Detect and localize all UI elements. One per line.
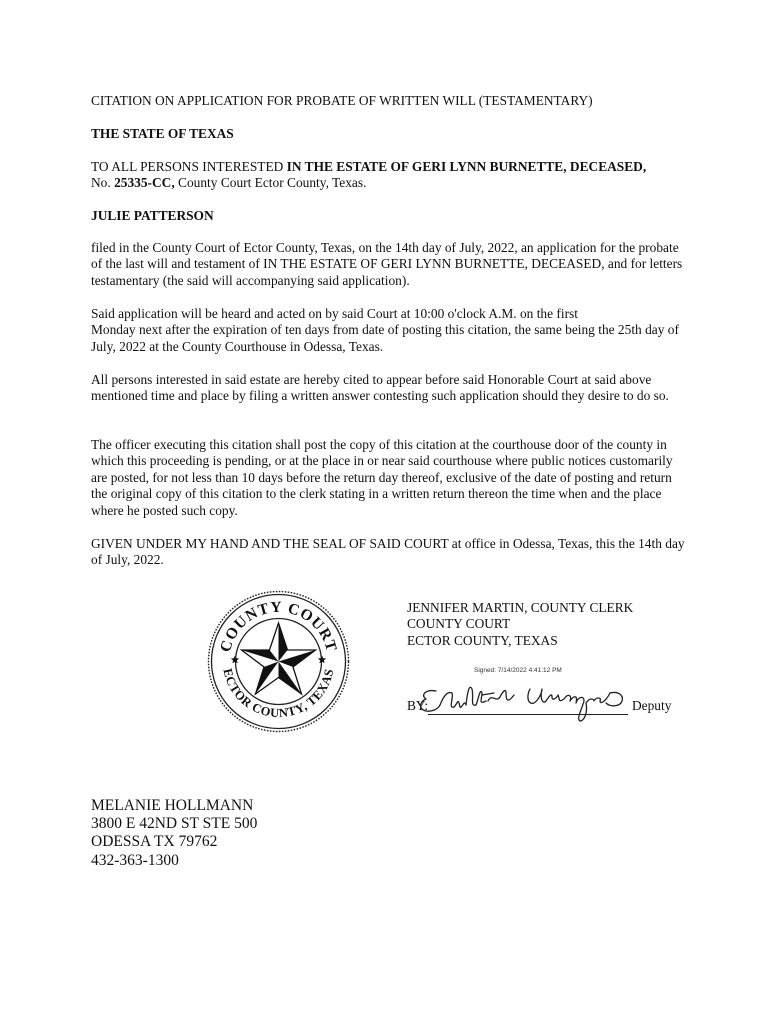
clerk-block	[407, 600, 633, 649]
applicant-name: JULIE PATTERSON	[91, 208, 214, 223]
return-address-city: ODESSA TX 79762	[91, 833, 218, 851]
document-heading: CITATION ON APPLICATION FOR PROBATE OF WRITTEN WILL (TESTAMENTARY)	[91, 93, 593, 108]
texas-star-icon	[242, 623, 316, 694]
handwritten-signature	[418, 683, 633, 725]
by-label: BY:	[407, 698, 429, 713]
given-under-hand-paragraph: GIVEN UNDER MY HAND AND THE SEAL OF SAID COURT at office in Odessa, Texas, this the 14th day of July, 2022.	[91, 536, 685, 568]
deputy-label: Deputy	[632, 698, 672, 713]
return-address-name: MELANIE HOLLMANN	[91, 797, 254, 814]
clerk-court: COUNTY COURT	[407, 616, 511, 632]
officer-instructions-paragraph: The officer executing this citation shall post the copy of this citation at the courthouse door of the county in which this proceeding is pending, or at the place in or near said courthouse where public notices customarily are posted, for not less than 10 days before the return day thereof, exclusive of the date of posting and return the original copy of this citation to the clerk stating in a written return thereon the time when and the place where he posted such copy.	[91, 437, 673, 518]
return-address	[91, 797, 257, 870]
seal-bottom-text: ECTOR COUNTY, TEXAS	[220, 667, 337, 721]
court-suffix: County Court Ector County, Texas.	[174, 175, 367, 191]
estate-name: IN THE ESTATE OF GERI LYNN BURNETTE, DECEASED,	[286, 159, 647, 174]
state-line: THE STATE OF TEXAS	[91, 126, 234, 141]
filing-paragraph: filed in the County Court of Ector County, Texas, on the 14th day of July, 2022, an application for the probate of the last will and testament of IN THE ESTATE OF GERI LYNN BURNETTE, DECEASED, and for letters testamentary (the said will accompanying said application).	[91, 240, 683, 288]
county-court-seal	[207, 590, 350, 733]
signed-timestamp: Signed: 7/14/2022 4:41:12 PM	[474, 667, 562, 674]
to-all-persons-paragraph	[91, 159, 691, 192]
case-no-prefix: No.	[91, 175, 115, 191]
clerk-name: JENNIFER MARTIN, COUNTY CLERK	[407, 600, 634, 615]
interested-persons-paragraph: All persons interested in said estate are hereby cited to appear before said Honorable Court at said above mentioned time and place by filing a written answer contesting such application should they desire to do so.	[91, 372, 669, 404]
hearing-paragraph-line-1: Said application will be heard and acted on by said Court at 10:00 o'clock A.M. on the first	[91, 306, 578, 321]
seal-top-text: COUNTY COURT	[216, 598, 341, 655]
clerk-county: ECTOR COUNTY, TEXAS	[407, 632, 558, 648]
hearing-paragraph-rest: Monday next after the expiration of ten days from date of posting this citation, the same being the 25th day of July, 2022 at the County Courthouse in Odessa, Texas.	[91, 322, 679, 354]
hearing-paragraph	[91, 306, 691, 355]
return-address-street: 3800 E 42ND ST STE 500	[91, 815, 258, 833]
return-address-phone: 432-363-1300	[91, 851, 179, 869]
to-all-prefix: TO ALL PERSONS INTERESTED	[91, 159, 287, 174]
case-number: 25335-CC,	[114, 175, 175, 191]
